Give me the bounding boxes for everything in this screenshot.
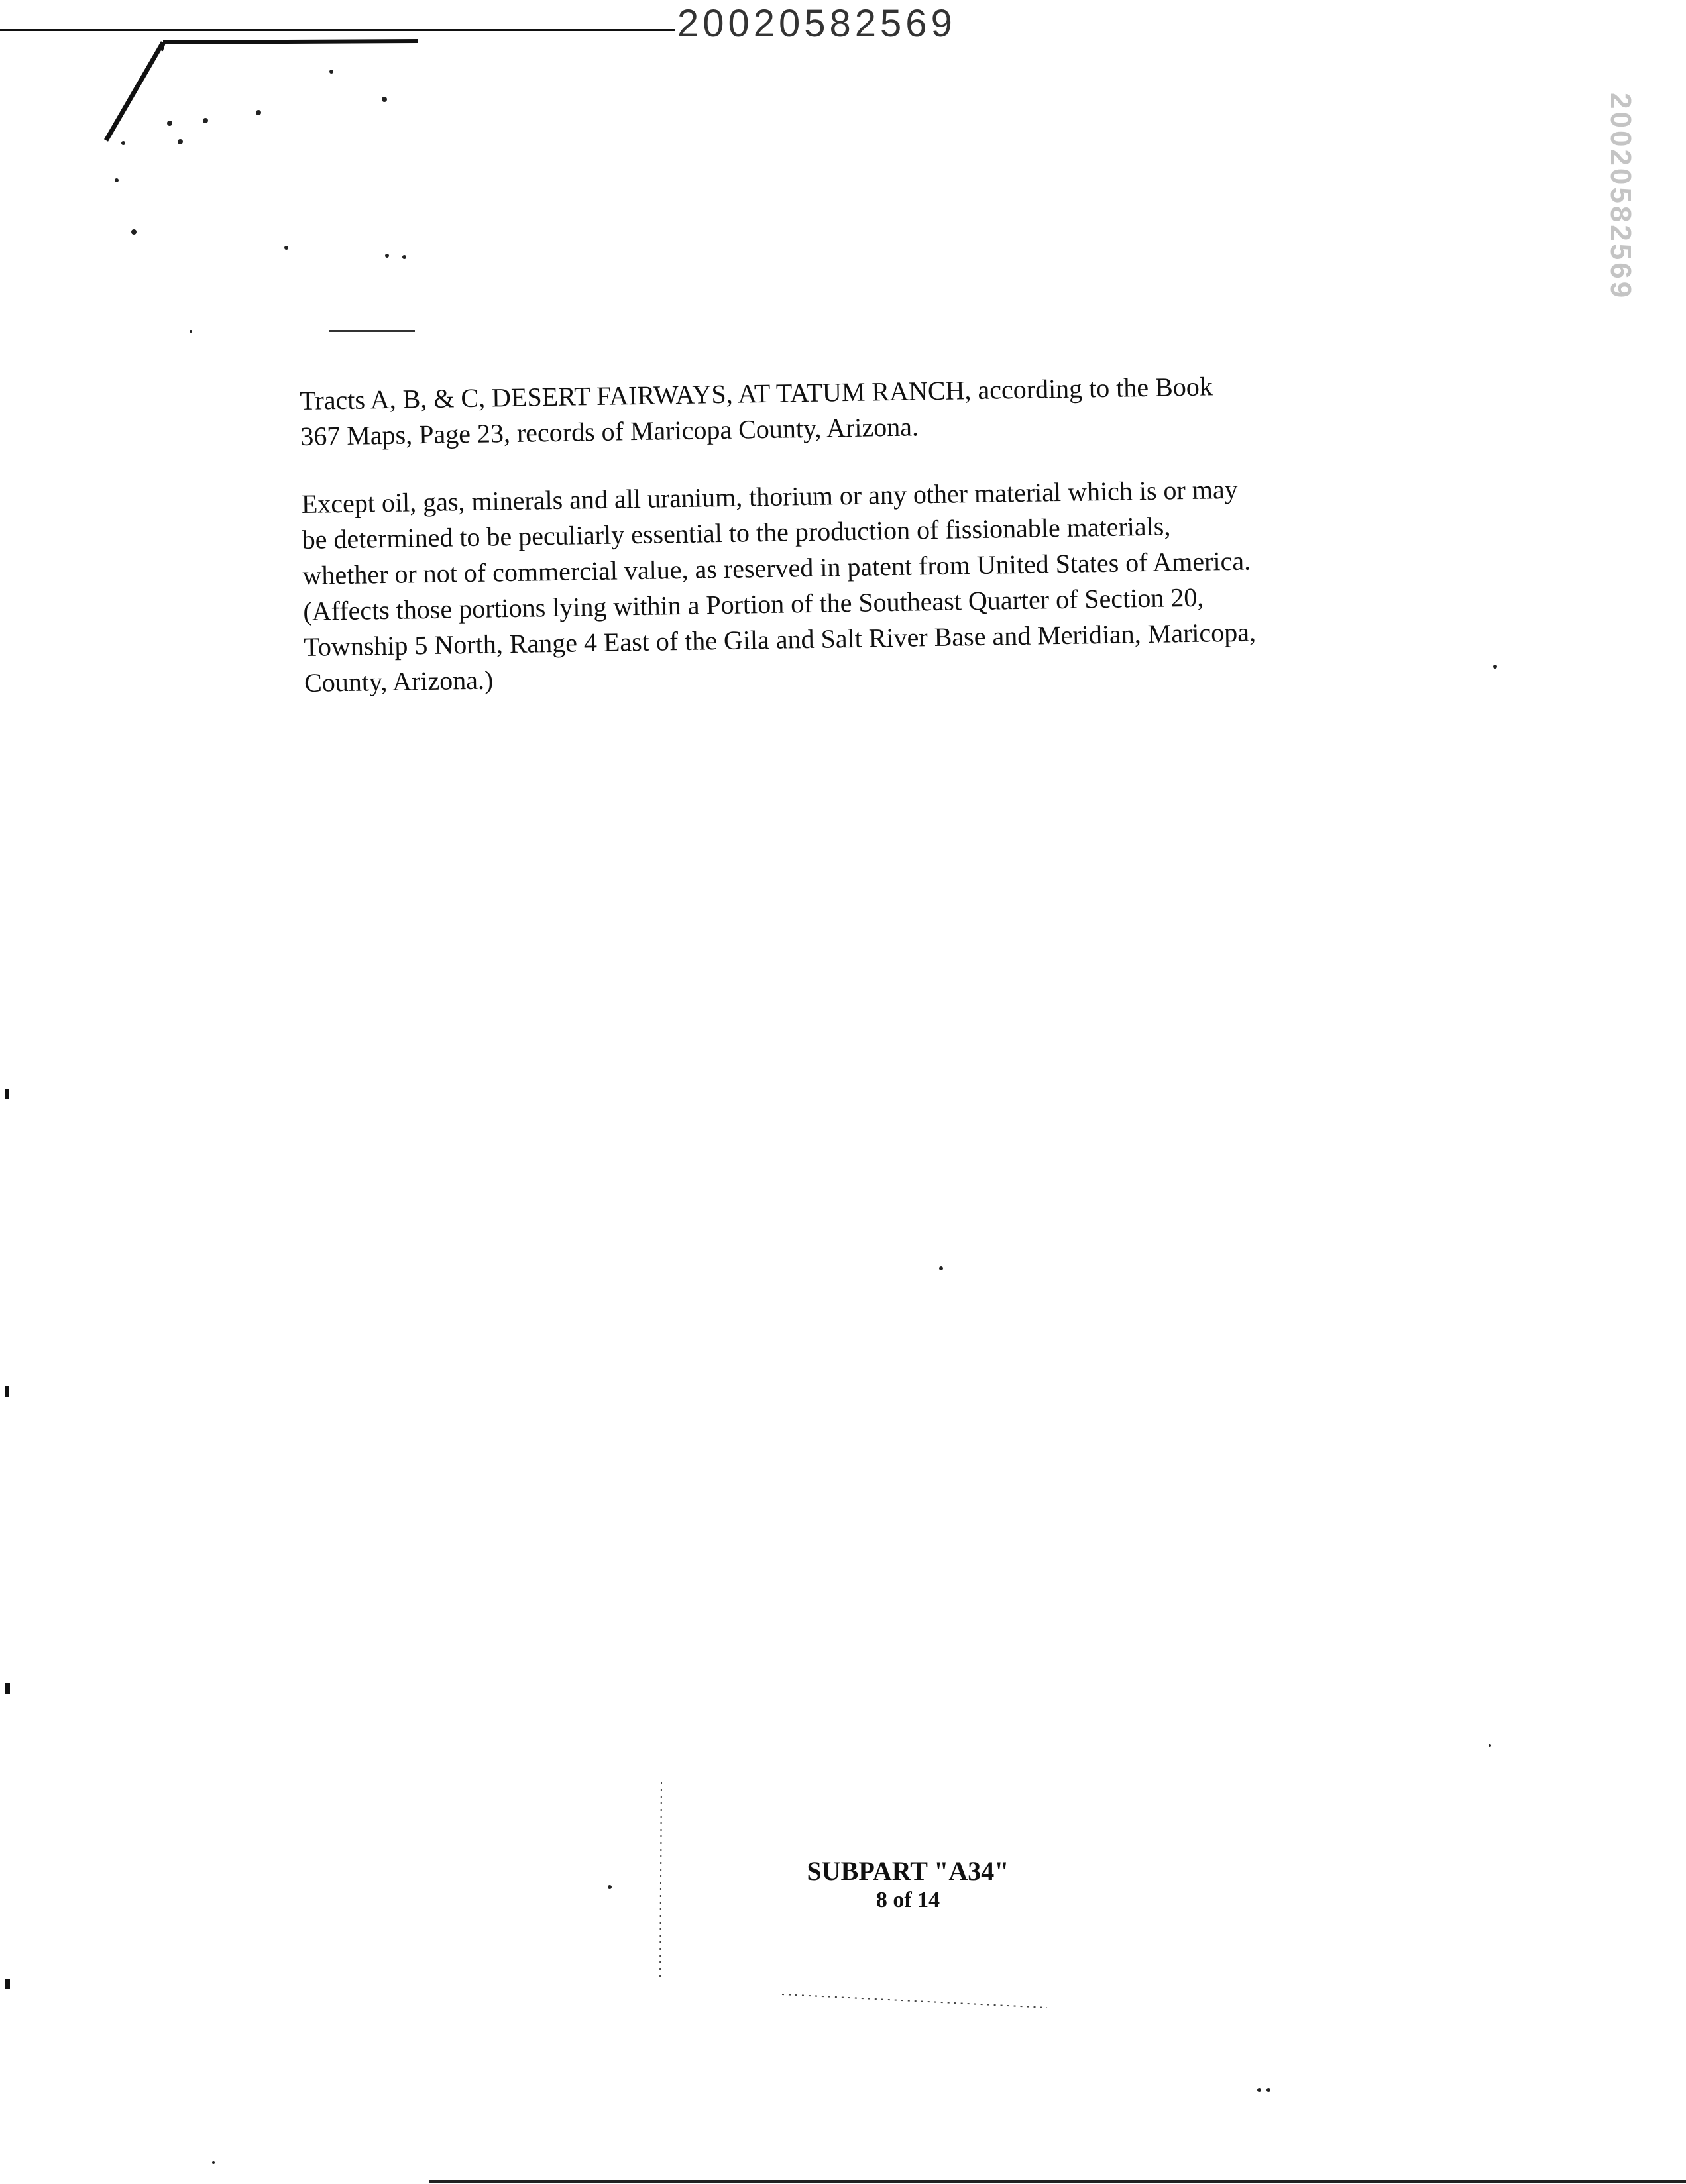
exception-paragraph: Except oil, gas, minerals and all uranium, thorium or any other material which is or may be determined to be peculiarly essential to the production of fissionable materials, whether or not of commercial value, as reserved in patent from United States of America. (Affects those portions lying within a Portion of the Southeast Quarter of Section 20, Township 5 North, Range 4 East of the Gila and Salt River Base and Meridian, Maricopa, County, Arizona.) xyxy=(301,474,1257,698)
bottom-rule xyxy=(429,2180,1686,2183)
subpart-label: SUBPART "A34" xyxy=(807,1856,1009,1886)
document-number: 20020582569 xyxy=(677,2,956,45)
side-stamp: 20020582569 xyxy=(1604,93,1637,301)
legal-description-paragraph: Tracts A, B, & C, DESERT FAIRWAYS, AT TATUM RANCH, according to the Book 367 Maps, Page 23, records of Maricopa County, Arizona. xyxy=(300,371,1213,451)
page-number: 8 of 14 xyxy=(875,1888,940,1912)
